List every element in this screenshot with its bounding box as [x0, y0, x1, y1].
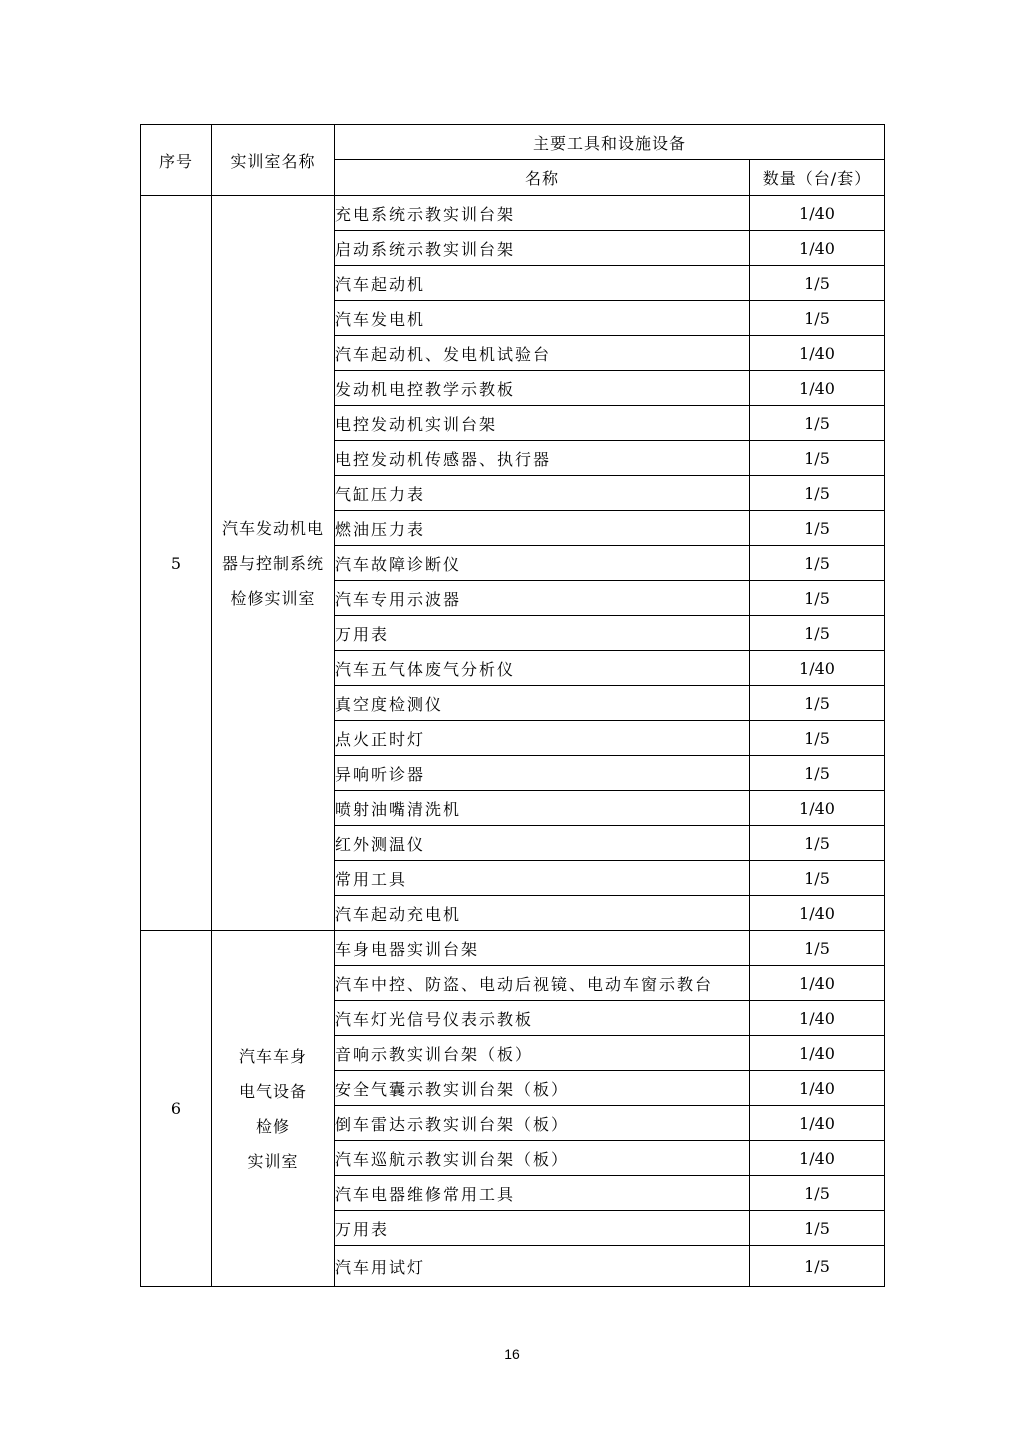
item-quantity-cell: 1/40	[750, 1036, 885, 1071]
room-name-line: 实训室	[247, 1151, 299, 1171]
item-name-cell: 万用表	[335, 1211, 750, 1246]
table-row	[141, 196, 885, 231]
item-name-cell: 汽车巡航示教实训台架（板）	[335, 1141, 750, 1176]
item-name-cell: 汽车中控、防盗、电动后视镜、电动车窗示教台	[335, 966, 750, 1001]
seq-cell: 6	[141, 931, 212, 1287]
header-seq: 序号	[141, 125, 212, 196]
item-name-cell: 启动系统示教实训台架	[335, 231, 750, 266]
item-name-cell: 汽车专用示波器	[335, 581, 750, 616]
table-body	[141, 196, 885, 1287]
item-quantity-cell: 1/40	[750, 966, 885, 1001]
room-name-line: 电气设备	[238, 1081, 307, 1101]
item-quantity-cell: 1/5	[750, 1246, 885, 1287]
table-row	[141, 931, 885, 966]
item-quantity-cell: 1/5	[750, 686, 885, 721]
item-name-cell: 汽车灯光信号仪表示教板	[335, 1001, 750, 1036]
room-name-line: 器与控制系统	[221, 553, 324, 573]
item-name-cell: 燃油压力表	[335, 511, 750, 546]
item-name-cell: 喷射油嘴清洗机	[335, 791, 750, 826]
item-quantity-cell: 1/5	[750, 301, 885, 336]
page-number: 16	[504, 1346, 520, 1362]
item-name-cell: 红外测温仪	[335, 826, 750, 861]
item-name-cell: 万用表	[335, 616, 750, 651]
item-quantity-cell: 1/5	[750, 861, 885, 896]
item-quantity-cell: 1/40	[750, 651, 885, 686]
item-name-cell: 汽车故障诊断仪	[335, 546, 750, 581]
item-quantity-cell: 1/5	[750, 1176, 885, 1211]
item-quantity-cell: 1/5	[750, 1211, 885, 1246]
item-quantity-cell: 1/5	[750, 931, 885, 966]
item-quantity-cell: 1/5	[750, 581, 885, 616]
table-header	[141, 125, 885, 196]
item-name-cell: 倒车雷达示教实训台架（板）	[335, 1106, 750, 1141]
item-name-cell: 车身电器实训台架	[335, 931, 750, 966]
item-quantity-cell: 1/5	[750, 721, 885, 756]
item-quantity-cell: 1/40	[750, 896, 885, 931]
item-quantity-cell: 1/40	[750, 1106, 885, 1141]
item-quantity-cell: 1/5	[750, 616, 885, 651]
room-name-cell	[212, 196, 335, 931]
item-quantity-cell: 1/40	[750, 791, 885, 826]
item-name-cell: 安全气囊示教实训台架（板）	[335, 1071, 750, 1106]
item-name-cell: 汽车起动机、发电机试验台	[335, 336, 750, 371]
item-quantity-cell: 1/40	[750, 1001, 885, 1036]
room-name-line: 汽车发动机电	[221, 518, 324, 538]
item-name-cell: 汽车用试灯	[335, 1246, 750, 1287]
item-name-cell: 真空度检测仪	[335, 686, 750, 721]
item-quantity-cell: 1/5	[750, 406, 885, 441]
item-name-cell: 充电系统示教实训台架	[335, 196, 750, 231]
item-name-cell: 气缸压力表	[335, 476, 750, 511]
item-name-cell: 点火正时灯	[335, 721, 750, 756]
room-name-line: 汽车车身	[238, 1046, 307, 1066]
room-name-line: 检修实训室	[230, 588, 316, 608]
item-name-cell: 汽车电器维修常用工具	[335, 1176, 750, 1211]
item-quantity-cell: 1/5	[750, 826, 885, 861]
item-quantity-cell: 1/5	[750, 476, 885, 511]
header-room-name: 实训室名称	[212, 125, 335, 196]
header-quantity: 数量（台/套）	[750, 160, 885, 196]
room-name-cell	[212, 931, 335, 1287]
item-quantity-cell: 1/40	[750, 336, 885, 371]
item-name-cell: 异响听诊器	[335, 756, 750, 791]
item-name-cell: 汽车起动充电机	[335, 896, 750, 931]
room-name-line: 检修	[255, 1116, 290, 1136]
item-quantity-cell: 1/40	[750, 1141, 885, 1176]
item-quantity-cell: 1/40	[750, 1071, 885, 1106]
item-quantity-cell: 1/40	[750, 231, 885, 266]
item-quantity-cell: 1/40	[750, 371, 885, 406]
item-quantity-cell: 1/5	[750, 511, 885, 546]
item-quantity-cell: 1/40	[750, 196, 885, 231]
equipment-table	[140, 124, 885, 1287]
item-name-cell: 常用工具	[335, 861, 750, 896]
header-equipment-group: 主要工具和设施设备	[335, 125, 885, 160]
item-quantity-cell: 1/5	[750, 546, 885, 581]
item-name-cell: 电控发动机传感器、执行器	[335, 441, 750, 476]
item-quantity-cell: 1/5	[750, 266, 885, 301]
item-name-cell: 发动机电控教学示教板	[335, 371, 750, 406]
item-name-cell: 汽车五气体废气分析仪	[335, 651, 750, 686]
item-name-cell: 音响示教实训台架（板）	[335, 1036, 750, 1071]
item-name-cell: 电控发动机实训台架	[335, 406, 750, 441]
item-name-cell: 汽车起动机	[335, 266, 750, 301]
seq-cell: 5	[141, 196, 212, 931]
item-quantity-cell: 1/5	[750, 441, 885, 476]
item-quantity-cell: 1/5	[750, 756, 885, 791]
item-name-cell: 汽车发电机	[335, 301, 750, 336]
header-item-name: 名称	[335, 160, 750, 196]
